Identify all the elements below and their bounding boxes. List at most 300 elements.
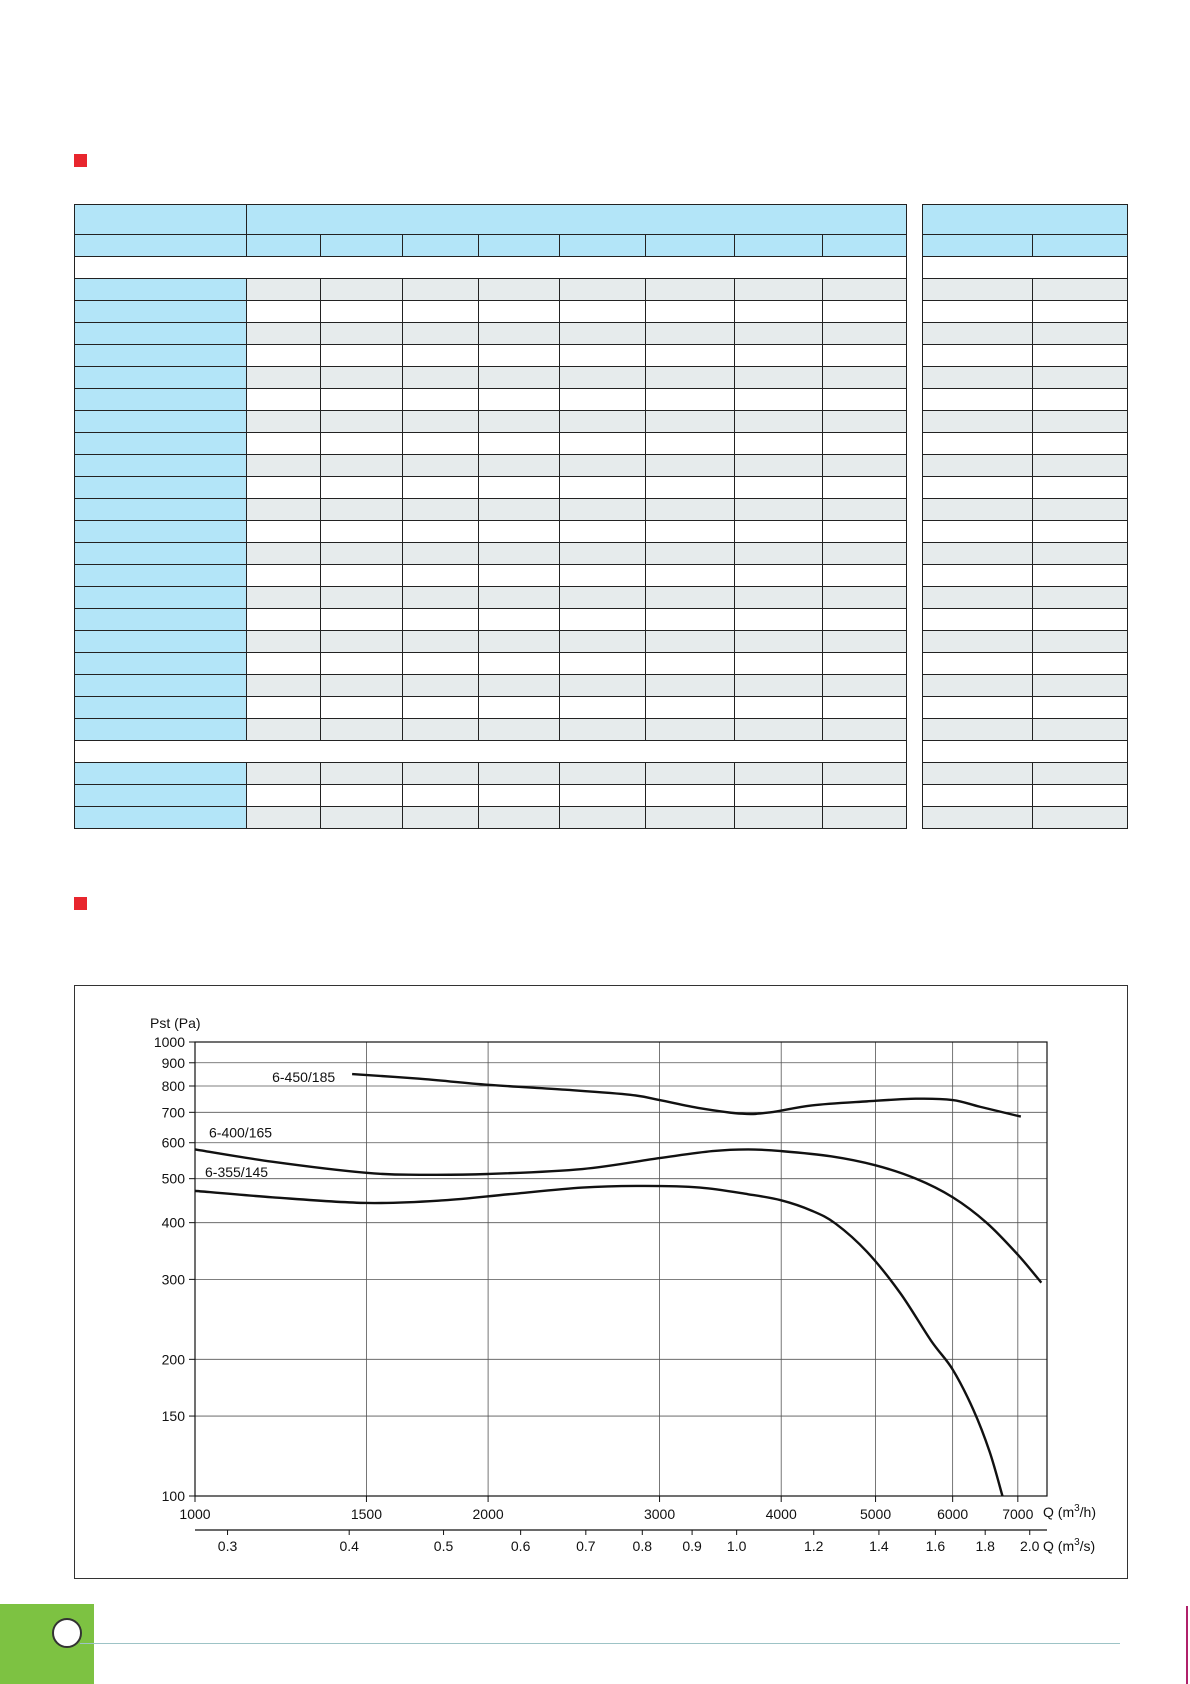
- table-cell: [403, 631, 479, 653]
- table-cell: [735, 631, 823, 653]
- series-line-6-400-165: [195, 1149, 1041, 1282]
- table-cell: [479, 719, 560, 741]
- table-cell: [403, 455, 479, 477]
- table-cell: [646, 433, 735, 455]
- page-number-circle: [52, 1618, 82, 1648]
- table-cell: [247, 205, 907, 235]
- table-cell: [479, 279, 560, 301]
- table-cell: [479, 609, 560, 631]
- table-row: [923, 675, 1128, 697]
- x2-tick-label: 0.4: [339, 1538, 359, 1554]
- table-cell: [247, 587, 321, 609]
- table-row: [75, 433, 907, 455]
- x2-tick-label: 1.2: [804, 1538, 824, 1554]
- table-cell: [560, 279, 646, 301]
- table-row: [75, 785, 907, 807]
- section-bullet-1: [74, 154, 87, 167]
- table-cell: [923, 279, 1033, 301]
- table-cell: [1033, 301, 1128, 323]
- table-cell: [321, 565, 403, 587]
- table-cell: [560, 345, 646, 367]
- footer-green-block: [0, 1604, 94, 1684]
- table-cell: [646, 367, 735, 389]
- table-cell: [75, 697, 247, 719]
- footer-rule: [80, 1643, 1120, 1644]
- table-cell: [75, 279, 247, 301]
- table-cell: [646, 675, 735, 697]
- table-row: [923, 521, 1128, 543]
- table-cell: [1033, 609, 1128, 631]
- table-cell: [321, 763, 403, 785]
- table-row: [923, 301, 1128, 323]
- table-cell: [735, 653, 823, 675]
- table-row: [75, 697, 907, 719]
- specification-table-main: [74, 204, 907, 829]
- table-cell: [923, 719, 1033, 741]
- table-cell: [646, 587, 735, 609]
- table-cell: [321, 235, 403, 257]
- table-cell: [321, 345, 403, 367]
- x-tick-label: 6000: [937, 1506, 969, 1522]
- table-cell: [646, 521, 735, 543]
- table-cell: [321, 807, 403, 829]
- table-cell: [823, 785, 907, 807]
- table-cell: [646, 389, 735, 411]
- series-line-6-355-145: [195, 1186, 1002, 1496]
- table-cell: [923, 741, 1128, 763]
- table-row: [923, 609, 1128, 631]
- table-cell: [560, 411, 646, 433]
- table-cell: [403, 675, 479, 697]
- table-row: [923, 323, 1128, 345]
- y-tick-label: 150: [161, 1408, 185, 1425]
- table-cell: [923, 653, 1033, 675]
- table-cell: [403, 521, 479, 543]
- table-cell: [923, 763, 1033, 785]
- table-cell: [403, 345, 479, 367]
- table-row: [75, 257, 907, 279]
- table-cell: [560, 455, 646, 477]
- table-cell: [1033, 389, 1128, 411]
- table-cell: [479, 653, 560, 675]
- table-cell: [560, 807, 646, 829]
- table-cell: [403, 719, 479, 741]
- table-cell: [735, 609, 823, 631]
- table-cell: [646, 653, 735, 675]
- table-row: [75, 587, 907, 609]
- table-cell: [75, 323, 247, 345]
- series-label: 6-355/145: [205, 1163, 269, 1180]
- table-cell: [923, 521, 1033, 543]
- table-cell: [823, 587, 907, 609]
- table-cell: [560, 235, 646, 257]
- x2-tick-label: 0.9: [682, 1538, 702, 1554]
- table-cell: [823, 565, 907, 587]
- table-cell: [479, 785, 560, 807]
- table-cell: [923, 587, 1033, 609]
- x2-tick-label: 0.5: [433, 1538, 454, 1554]
- specification-table-side: [922, 204, 1128, 829]
- table-cell: [479, 675, 560, 697]
- x2-tick-label: 1.6: [925, 1538, 946, 1554]
- table-cell: [823, 631, 907, 653]
- table-row: [75, 609, 907, 631]
- table-cell: [823, 433, 907, 455]
- table-row: [75, 235, 907, 257]
- table-cell: [735, 521, 823, 543]
- x2-axis-label: Q $(m^3/s)$: [1043, 1537, 1096, 1554]
- table-cell: [823, 807, 907, 829]
- table-cell: [823, 301, 907, 323]
- x2-tick-label: 1.0: [726, 1538, 747, 1554]
- x-axis-label: Q $(m^3/h)$: [1043, 1503, 1097, 1520]
- section-bullet-2: [74, 897, 87, 910]
- table-cell: [923, 301, 1033, 323]
- table-cell: [479, 521, 560, 543]
- table-cell: [75, 345, 247, 367]
- table-cell: [321, 697, 403, 719]
- y-tick-label: 900: [161, 1054, 185, 1071]
- table-cell: [321, 411, 403, 433]
- table-cell: [560, 521, 646, 543]
- series-label: 6-400/165: [209, 1124, 273, 1141]
- y-axis-label: Pst (Pa): [150, 1015, 201, 1031]
- table-cell: [735, 587, 823, 609]
- x-tick-label: 1000: [179, 1506, 211, 1522]
- table-cell: [560, 587, 646, 609]
- table-row: [75, 345, 907, 367]
- table-cell: [560, 543, 646, 565]
- table-cell: [247, 653, 321, 675]
- table-cell: [1033, 807, 1128, 829]
- table-cell: [823, 653, 907, 675]
- table-cell: [403, 235, 479, 257]
- table-cell: [247, 807, 321, 829]
- table-cell: [403, 389, 479, 411]
- table-row: [923, 205, 1128, 235]
- table-cell: [247, 235, 321, 257]
- table-cell: [735, 697, 823, 719]
- table-cell: [646, 807, 735, 829]
- table-row: [923, 433, 1128, 455]
- table-row: [75, 565, 907, 587]
- table-cell: [923, 205, 1128, 235]
- table-row: [75, 323, 907, 345]
- table-cell: [75, 587, 247, 609]
- table-cell: [75, 631, 247, 653]
- table-cell: [823, 411, 907, 433]
- table-cell: [247, 521, 321, 543]
- table-cell: [923, 345, 1033, 367]
- table-cell: [735, 499, 823, 521]
- table-cell: [560, 367, 646, 389]
- table-cell: [560, 565, 646, 587]
- table-cell: [479, 477, 560, 499]
- table-cell: [403, 785, 479, 807]
- table-row: [923, 697, 1128, 719]
- table-cell: [923, 411, 1033, 433]
- y-tick-label: 100: [161, 1488, 185, 1504]
- table-row: [75, 719, 907, 741]
- table-cell: [247, 675, 321, 697]
- table-cell: [735, 235, 823, 257]
- plot-area: [195, 1042, 1047, 1496]
- table-cell: [823, 455, 907, 477]
- table-cell: [75, 807, 247, 829]
- table-cell: [1033, 235, 1128, 257]
- table-cell: [479, 301, 560, 323]
- table-cell: [321, 653, 403, 675]
- table-row: [75, 763, 907, 785]
- table-cell: [735, 565, 823, 587]
- x2-tick-label: 0.3: [217, 1538, 238, 1554]
- table-cell: [321, 301, 403, 323]
- table-cell: [560, 477, 646, 499]
- table-cell: [247, 279, 321, 301]
- table-cell: [479, 565, 560, 587]
- table-cell: [1033, 521, 1128, 543]
- table-cell: [923, 609, 1033, 631]
- y-tick-label: 400: [161, 1214, 185, 1231]
- table-cell: [321, 323, 403, 345]
- table-row: [923, 411, 1128, 433]
- table-row: [923, 719, 1128, 741]
- table-cell: [479, 455, 560, 477]
- table-cell: [321, 719, 403, 741]
- x-tick-label: 4000: [765, 1506, 797, 1522]
- table-cell: [560, 675, 646, 697]
- table-cell: [247, 785, 321, 807]
- table-cell: [75, 477, 247, 499]
- table-cell: [479, 587, 560, 609]
- table-cell: [646, 235, 735, 257]
- table-cell: [479, 499, 560, 521]
- performance-chart-frame: [74, 985, 1128, 1579]
- table-row: [923, 477, 1128, 499]
- table-cell: [646, 279, 735, 301]
- table-cell: [646, 477, 735, 499]
- table-cell: [479, 367, 560, 389]
- y-tick-label: 700: [161, 1104, 185, 1121]
- table-row: [75, 455, 907, 477]
- table-cell: [923, 323, 1033, 345]
- table-cell: [403, 367, 479, 389]
- x2-tick-label: 0.7: [576, 1538, 596, 1554]
- table-cell: [735, 719, 823, 741]
- y-tick-label: 500: [161, 1170, 185, 1187]
- x2-tick-label: 2.0: [1020, 1538, 1040, 1554]
- table-row: [923, 763, 1128, 785]
- table-cell: [735, 389, 823, 411]
- table-cell: [75, 499, 247, 521]
- table-cell: [479, 763, 560, 785]
- table-cell: [1033, 367, 1128, 389]
- table-cell: [479, 631, 560, 653]
- table-cell: [823, 675, 907, 697]
- table-cell: [1033, 631, 1128, 653]
- table-cell: [1033, 433, 1128, 455]
- table-cell: [735, 367, 823, 389]
- table-cell: [75, 433, 247, 455]
- table-cell: [560, 697, 646, 719]
- table-cell: [646, 565, 735, 587]
- table-cell: [560, 301, 646, 323]
- table-cell: [1033, 763, 1128, 785]
- table-cell: [923, 697, 1033, 719]
- table-cell: [247, 565, 321, 587]
- corner-mark: [1186, 1606, 1188, 1684]
- table-cell: [1033, 565, 1128, 587]
- table-cell: [1033, 785, 1128, 807]
- table-cell: [560, 609, 646, 631]
- table-cell: [823, 345, 907, 367]
- table-row: [75, 543, 907, 565]
- table-cell: [923, 235, 1033, 257]
- table-cell: [735, 763, 823, 785]
- table-cell: [1033, 587, 1128, 609]
- table-cell: [75, 257, 907, 279]
- table-row: [75, 521, 907, 543]
- table-cell: [735, 323, 823, 345]
- table-cell: [403, 587, 479, 609]
- table-cell: [247, 631, 321, 653]
- table-row: [923, 345, 1128, 367]
- table-cell: [479, 235, 560, 257]
- table-cell: [1033, 543, 1128, 565]
- table-cell: [735, 785, 823, 807]
- table-cell: [321, 631, 403, 653]
- table-cell: [560, 499, 646, 521]
- performance-chart: [75, 986, 1127, 1578]
- table-cell: [75, 565, 247, 587]
- table-cell: [247, 411, 321, 433]
- table-row: [923, 653, 1128, 675]
- table-cell: [321, 521, 403, 543]
- table-cell: [479, 433, 560, 455]
- table-row: [75, 653, 907, 675]
- table-cell: [560, 785, 646, 807]
- table-row: [75, 411, 907, 433]
- table-cell: [923, 499, 1033, 521]
- table-cell: [1033, 455, 1128, 477]
- table-cell: [479, 697, 560, 719]
- table-cell: [735, 279, 823, 301]
- table-row: [923, 785, 1128, 807]
- table-cell: [75, 609, 247, 631]
- table-cell: [823, 499, 907, 521]
- series-label: 6-450/185: [272, 1069, 336, 1086]
- table-cell: [735, 455, 823, 477]
- table-cell: [923, 785, 1033, 807]
- table-cell: [735, 807, 823, 829]
- table-row: [75, 675, 907, 697]
- table-cell: [560, 323, 646, 345]
- table-cell: [735, 345, 823, 367]
- table-row: [923, 741, 1128, 763]
- y-tick-label: 800: [161, 1077, 185, 1094]
- table-cell: [823, 609, 907, 631]
- table-cell: [403, 609, 479, 631]
- table-cell: [75, 543, 247, 565]
- series-line-6-450-185: [352, 1074, 1021, 1117]
- table-cell: [403, 301, 479, 323]
- table-cell: [735, 477, 823, 499]
- table-cell: [403, 543, 479, 565]
- table-cell: [823, 543, 907, 565]
- table-row: [75, 807, 907, 829]
- table-cell: [1033, 675, 1128, 697]
- table-cell: [823, 367, 907, 389]
- y-tick-label: 200: [161, 1351, 185, 1368]
- table-row: [923, 587, 1128, 609]
- table-cell: [75, 389, 247, 411]
- table-cell: [560, 433, 646, 455]
- table-cell: [646, 543, 735, 565]
- table-cell: [823, 697, 907, 719]
- y-tick-label: 1000: [153, 1034, 185, 1050]
- table-cell: [75, 741, 907, 763]
- table-cell: [403, 565, 479, 587]
- table-cell: [646, 697, 735, 719]
- table-cell: [247, 367, 321, 389]
- table-cell: [1033, 719, 1128, 741]
- table-cell: [321, 279, 403, 301]
- x2-tick-label: 1.4: [869, 1538, 889, 1554]
- table-row: [923, 455, 1128, 477]
- table-cell: [247, 323, 321, 345]
- table-cell: [75, 521, 247, 543]
- table-cell: [923, 631, 1033, 653]
- table-cell: [823, 719, 907, 741]
- table-cell: [646, 499, 735, 521]
- table-cell: [75, 653, 247, 675]
- table-cell: [823, 763, 907, 785]
- table-cell: [403, 433, 479, 455]
- table-row: [75, 477, 907, 499]
- table-cell: [75, 205, 247, 235]
- x2-tick-label: 1.8: [975, 1538, 995, 1554]
- table-cell: [403, 279, 479, 301]
- table-row: [75, 499, 907, 521]
- table-cell: [560, 631, 646, 653]
- table-cell: [321, 455, 403, 477]
- table-cell: [646, 719, 735, 741]
- table-cell: [403, 499, 479, 521]
- table-cell: [823, 521, 907, 543]
- table-cell: [560, 653, 646, 675]
- table-cell: [923, 807, 1033, 829]
- table-cell: [403, 323, 479, 345]
- table-cell: [75, 675, 247, 697]
- table-cell: [1033, 345, 1128, 367]
- table-cell: [75, 763, 247, 785]
- table-cell: [247, 455, 321, 477]
- table-cell: [75, 367, 247, 389]
- table-cell: [403, 807, 479, 829]
- table-cell: [247, 301, 321, 323]
- table-row: [923, 279, 1128, 301]
- table-cell: [247, 609, 321, 631]
- table-row: [923, 389, 1128, 411]
- table-cell: [75, 411, 247, 433]
- table-row: [75, 631, 907, 653]
- table-cell: [247, 499, 321, 521]
- table-cell: [247, 543, 321, 565]
- table-cell: [247, 433, 321, 455]
- table-cell: [75, 719, 247, 741]
- table-cell: [823, 477, 907, 499]
- table-cell: [321, 389, 403, 411]
